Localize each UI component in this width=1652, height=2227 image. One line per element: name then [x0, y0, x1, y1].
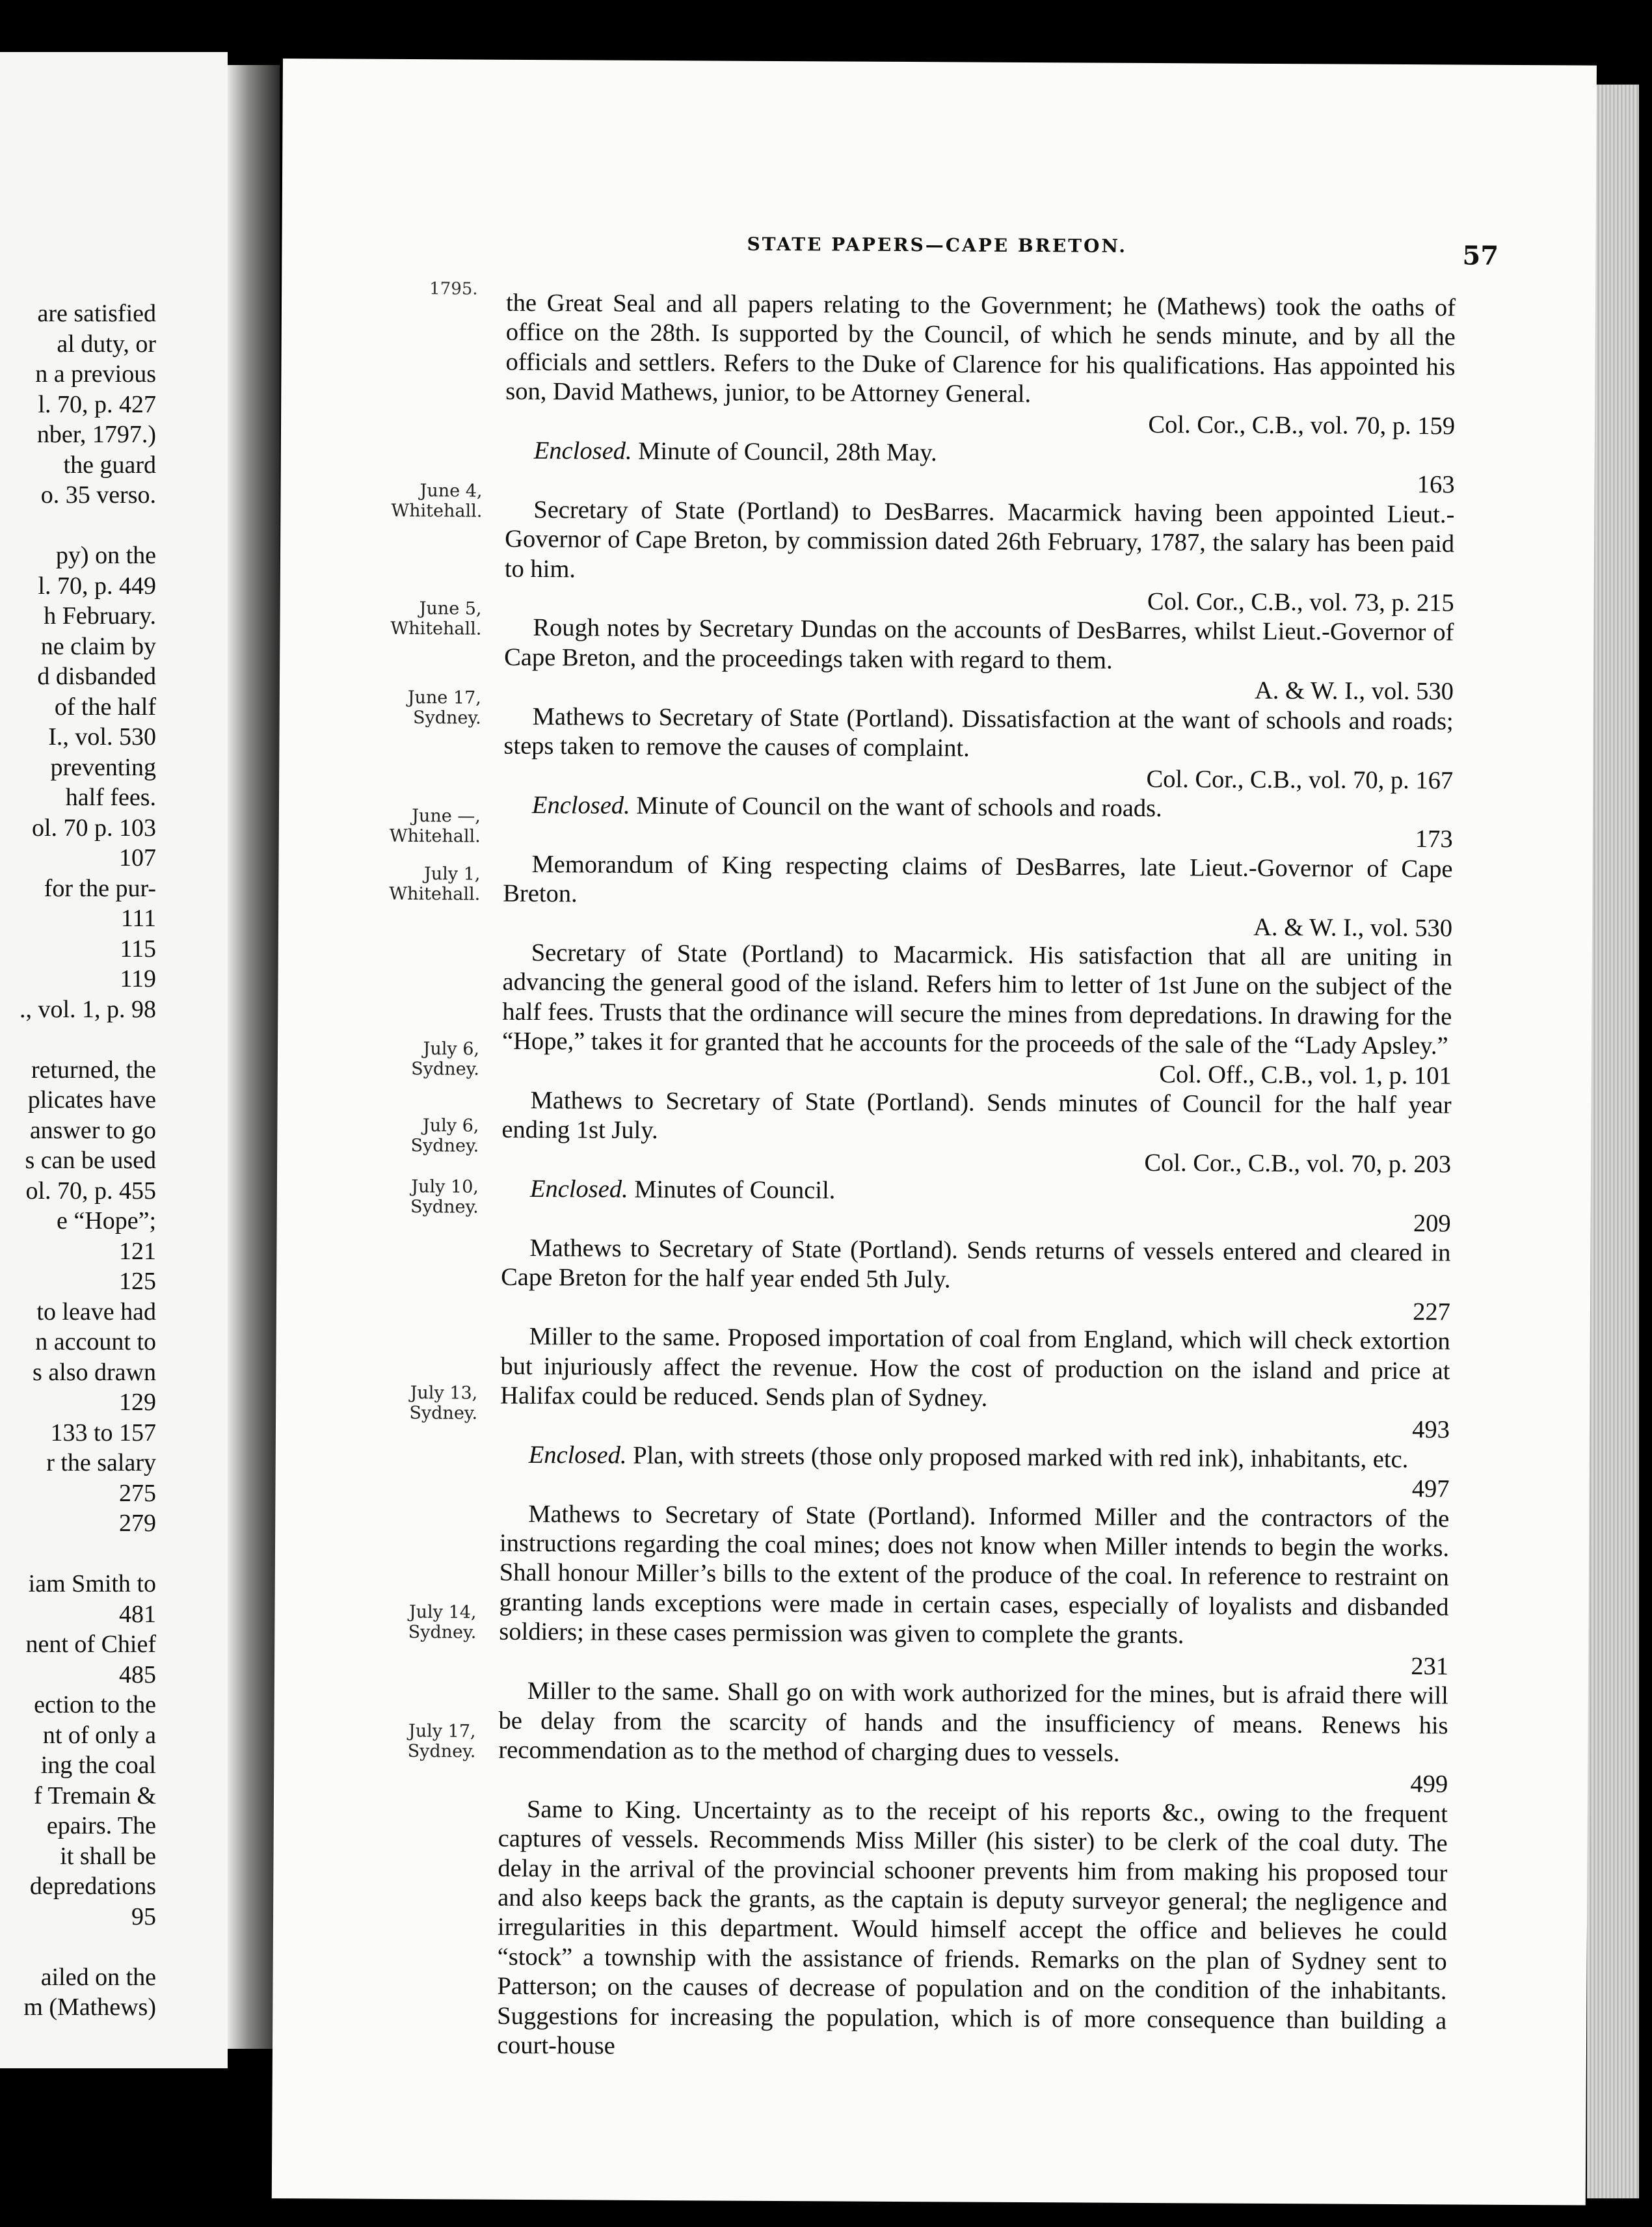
margin-note: July 17, Sydney. [407, 1721, 476, 1762]
left-page-line: 279 [119, 1510, 156, 1537]
left-page-line: o. 35 verso. [40, 481, 156, 509]
left-page-line: 121 [119, 1237, 156, 1265]
left-page-line: to leave had [36, 1298, 156, 1326]
left-page-line: ne claim by [40, 632, 156, 660]
entry: Enclosed. Plan, with streets (those only proposed marked with red ink), inhabitants, etc. [528, 1441, 1409, 1473]
left-page-line: the guard [63, 451, 156, 479]
source-reference: Col. Off., C.B., vol. 1, p. 101 [1159, 1060, 1452, 1089]
entry: Miller to the same. Shall go on with work authorized for the mines, but is afraid there will be delay from the scarcity of hands and the insufficiency of means. Renews his recommendation as to the method of charging dues to vessels. [498, 1677, 1448, 1767]
entry: Secretary of State (Portland) to Macarmick. His satisfaction that all are uniting in advancing the general good of the island. Refers him to letter of 1st June on the subject of the half fees. Trusts that the ordinance will secure the mines from depredations. In drawing for the “Hope,” takes it for granted that he accounts for the proceeds of the sale of the “Lady Apsley.” [501, 939, 1452, 1060]
entry: Enclosed. Minute of Council, 28th May. [533, 437, 937, 467]
source-reference: A. & W. I., vol. 530 [1253, 913, 1453, 942]
entry: Enclosed. Minutes of Council. [529, 1175, 836, 1205]
entry: Secretary of State (Portland) to DesBarres. Macarmick having been appointed Lieut.-Governor of Cape Breton, by commission dated 26th February, 1787, the salary has been paid to him. [504, 496, 1455, 583]
left-page-line: 111 [120, 905, 156, 932]
entry: Mathews to Secretary of State (Portland). Informed Miller and the contractors of the instructions regarding the coal mines; does not know when Miller intends to begin the works. Shall honour Miller’s bills to the extent of the produce of the coal. In reference to restraint on granting lands exceptions were made in certain cases, especially of loyalists and disbanded soldiers; in these cases permission was given to complete the grants. [499, 1500, 1450, 1649]
margin-note: June —, Whitehall. [389, 806, 481, 847]
source-reference: Col. Cor., C.B., vol. 70, p. 203 [1144, 1149, 1452, 1179]
enclosed-label: Enclosed. [529, 1175, 628, 1203]
left-page-line: returned, the [31, 1056, 156, 1084]
left-page-line: h February. [44, 602, 156, 630]
enclosed-label: Enclosed. [533, 437, 632, 465]
left-page-line: ol. 70, p. 455 [25, 1177, 156, 1205]
margin-note: June 5, Whitehall. [390, 598, 482, 639]
left-page-line: nent of Chief [25, 1631, 156, 1658]
left-page-line: nber, 1797.) [36, 421, 156, 448]
left-page-line: ing the coal [40, 1752, 156, 1779]
left-page-line: e “Hope”; [57, 1207, 156, 1234]
margin-note: July 10, Sydney. [410, 1177, 479, 1218]
left-page-line: d disbanded [37, 663, 156, 690]
left-page-line: al duty, or [57, 330, 156, 358]
left-page-line: nt of only a [42, 1721, 156, 1749]
left-page-line: 485 [119, 1660, 156, 1688]
left-page-line: I., vol. 530 [48, 723, 156, 751]
left-page-line: for the pur- [44, 874, 156, 902]
left-page-line: are satisfied [37, 300, 156, 327]
left-page-line: epairs. The [46, 1812, 156, 1839]
left-page-line: 95 [131, 1902, 156, 1930]
left-page-line: 125 [119, 1268, 156, 1295]
entry: Same to King. Uncertainty as to the receipt of his reports &c., owing to the frequent captures of vessels. Recommends Miss Miller (his sister) to be clerk of the coal duty. The delay in the arrival of the provincial schooner prevents him from making his proposed tour and also keeps back the grants, as the captain is deputy surveyor general; the negligence and irregularities in this department. Would himself accept the office and believes he could “stock” a township with the assistance of friends. Remarks on the plan of Sydney sent to Patterson; on the causes of decrease of population and on the condition of the inhabitants. Suggestions for increasing the population, which is of more consequence than building a court-house [496, 1795, 1448, 2060]
calendar-entries [497, 289, 1456, 2066]
source-reference: 231 [1411, 1652, 1449, 1681]
source-reference: Col. Cor., C.B., vol. 70, p. 159 [1148, 410, 1456, 440]
document-page [272, 59, 1597, 2206]
source-reference: 497 [1411, 1475, 1450, 1503]
margin-note: July 1, Whitehall. [389, 864, 481, 905]
enclosed-label: Enclosed. [528, 1441, 627, 1469]
left-page-line: depredations [29, 1873, 156, 1900]
entry: Miller to the same. Proposed importation of coal from England, which will check extortion but injuriously affect the revenue. How the cost of production on the island and price at Halifax could be reduced. Sends plan of Sydney. [500, 1323, 1450, 1412]
left-page-line: n a previous [35, 360, 156, 388]
left-page-line: of the half [54, 693, 156, 721]
left-page-line: m (Mathews) [23, 1994, 156, 2021]
left-page-line: ection to the [34, 1691, 156, 1718]
left-page-line: half fees. [65, 784, 156, 811]
margin-note: June 4, Whitehall. [391, 481, 483, 522]
entry: Rough notes by Secretary Dundas on the accounts of DesBarres, whilst Lieut.-Governor of Cape Breton, and the proceedings taken with regard to them. [504, 614, 1454, 674]
entry: the Great Seal and all papers relating to the Government; he (Mathews) took the oaths of office on the 28th. Is supported by the Council, of which he sends minute, and by all the officials and settlers. Refers to the Duke of Clarence for his qualifications. Has appointed his son, David Mathews, junior, to be Attorney General. [505, 289, 1456, 408]
running-title: STATE PAPERS—CAPE BRETON. [747, 233, 1128, 257]
source-reference: 209 [1413, 1209, 1451, 1238]
year-note: 1795. [429, 279, 478, 299]
left-page-line: py) on the [55, 542, 156, 569]
source-reference: 499 [1410, 1770, 1448, 1798]
margin-note: July 13, Sydney. [409, 1383, 478, 1424]
entry: Memorandum of King respecting claims of DesBarres, late Lieut.-Governor of Cape Breton. [503, 850, 1453, 908]
left-page-line: n account to [35, 1328, 156, 1355]
left-page [0, 52, 228, 2068]
entry: Mathews to Secretary of State (Portland). Dissatisfaction at the want of schools and roads; steps taken to remove the causes of complaint. [503, 702, 1454, 762]
left-page-line: ailed on the [40, 1963, 156, 1991]
source-reference: 173 [1415, 825, 1453, 853]
source-reference: 227 [1413, 1298, 1451, 1326]
source-reference: 163 [1417, 471, 1455, 499]
left-page-line: l. 70, p. 427 [38, 390, 156, 418]
book-gutter [228, 65, 280, 2049]
margin-note: June 17, Sydney. [407, 687, 481, 728]
left-page-line: answer to go [29, 1116, 156, 1144]
source-reference: Col. Cor., C.B., vol. 70, p. 167 [1146, 765, 1454, 794]
page-number: 57 [1462, 240, 1499, 271]
source-reference: A. & W. I., vol. 530 [1254, 677, 1454, 706]
left-page-line: 129 [119, 1389, 156, 1416]
left-page-line: 133 to 157 [50, 1419, 156, 1447]
entry: Mathews to Secretary of State (Portland). Sends returns of vessels entered and cleared in Cape Breton for the half year ended 5th July. [501, 1234, 1451, 1294]
left-page-line: 275 [119, 1479, 156, 1507]
margin-note: July 14, Sydney. [408, 1602, 477, 1643]
left-page-line: 119 [120, 965, 156, 993]
left-page-line: 107 [119, 844, 156, 872]
left-page-line: it shall be [60, 1842, 156, 1870]
source-reference: Col. Cor., C.B., vol. 73, p. 215 [1147, 588, 1454, 617]
left-page-line: 115 [120, 935, 156, 963]
left-page-line: l. 70, p. 449 [38, 572, 156, 600]
left-page-line: s can be used [25, 1147, 156, 1174]
left-page-line: ol. 70 p. 103 [31, 814, 156, 842]
left-page-line: r the salary [46, 1449, 156, 1476]
left-page-line: iam Smith to [28, 1570, 156, 1597]
left-page-line: plicates have [27, 1086, 156, 1114]
entry: Mathews to Secretary of State (Portland). Sends minutes of Council for the half year ending 1st July. [501, 1086, 1452, 1145]
left-page-line: 481 [119, 1600, 156, 1628]
enclosed-label: Enclosed. [531, 791, 630, 820]
left-page-line: ., vol. 1, p. 98 [19, 995, 156, 1023]
margin-note: July 6, Sydney. [411, 1039, 480, 1080]
source-reference: 493 [1412, 1416, 1450, 1444]
left-page-line: f Tremain & [34, 1781, 156, 1809]
margin-note: July 6, Sydney. [410, 1115, 479, 1156]
left-page-line: s also drawn [33, 1358, 156, 1386]
entry: Enclosed. Minute of Council on the want of schools and roads. [531, 791, 1162, 822]
left-page-line: preventing [50, 753, 156, 781]
